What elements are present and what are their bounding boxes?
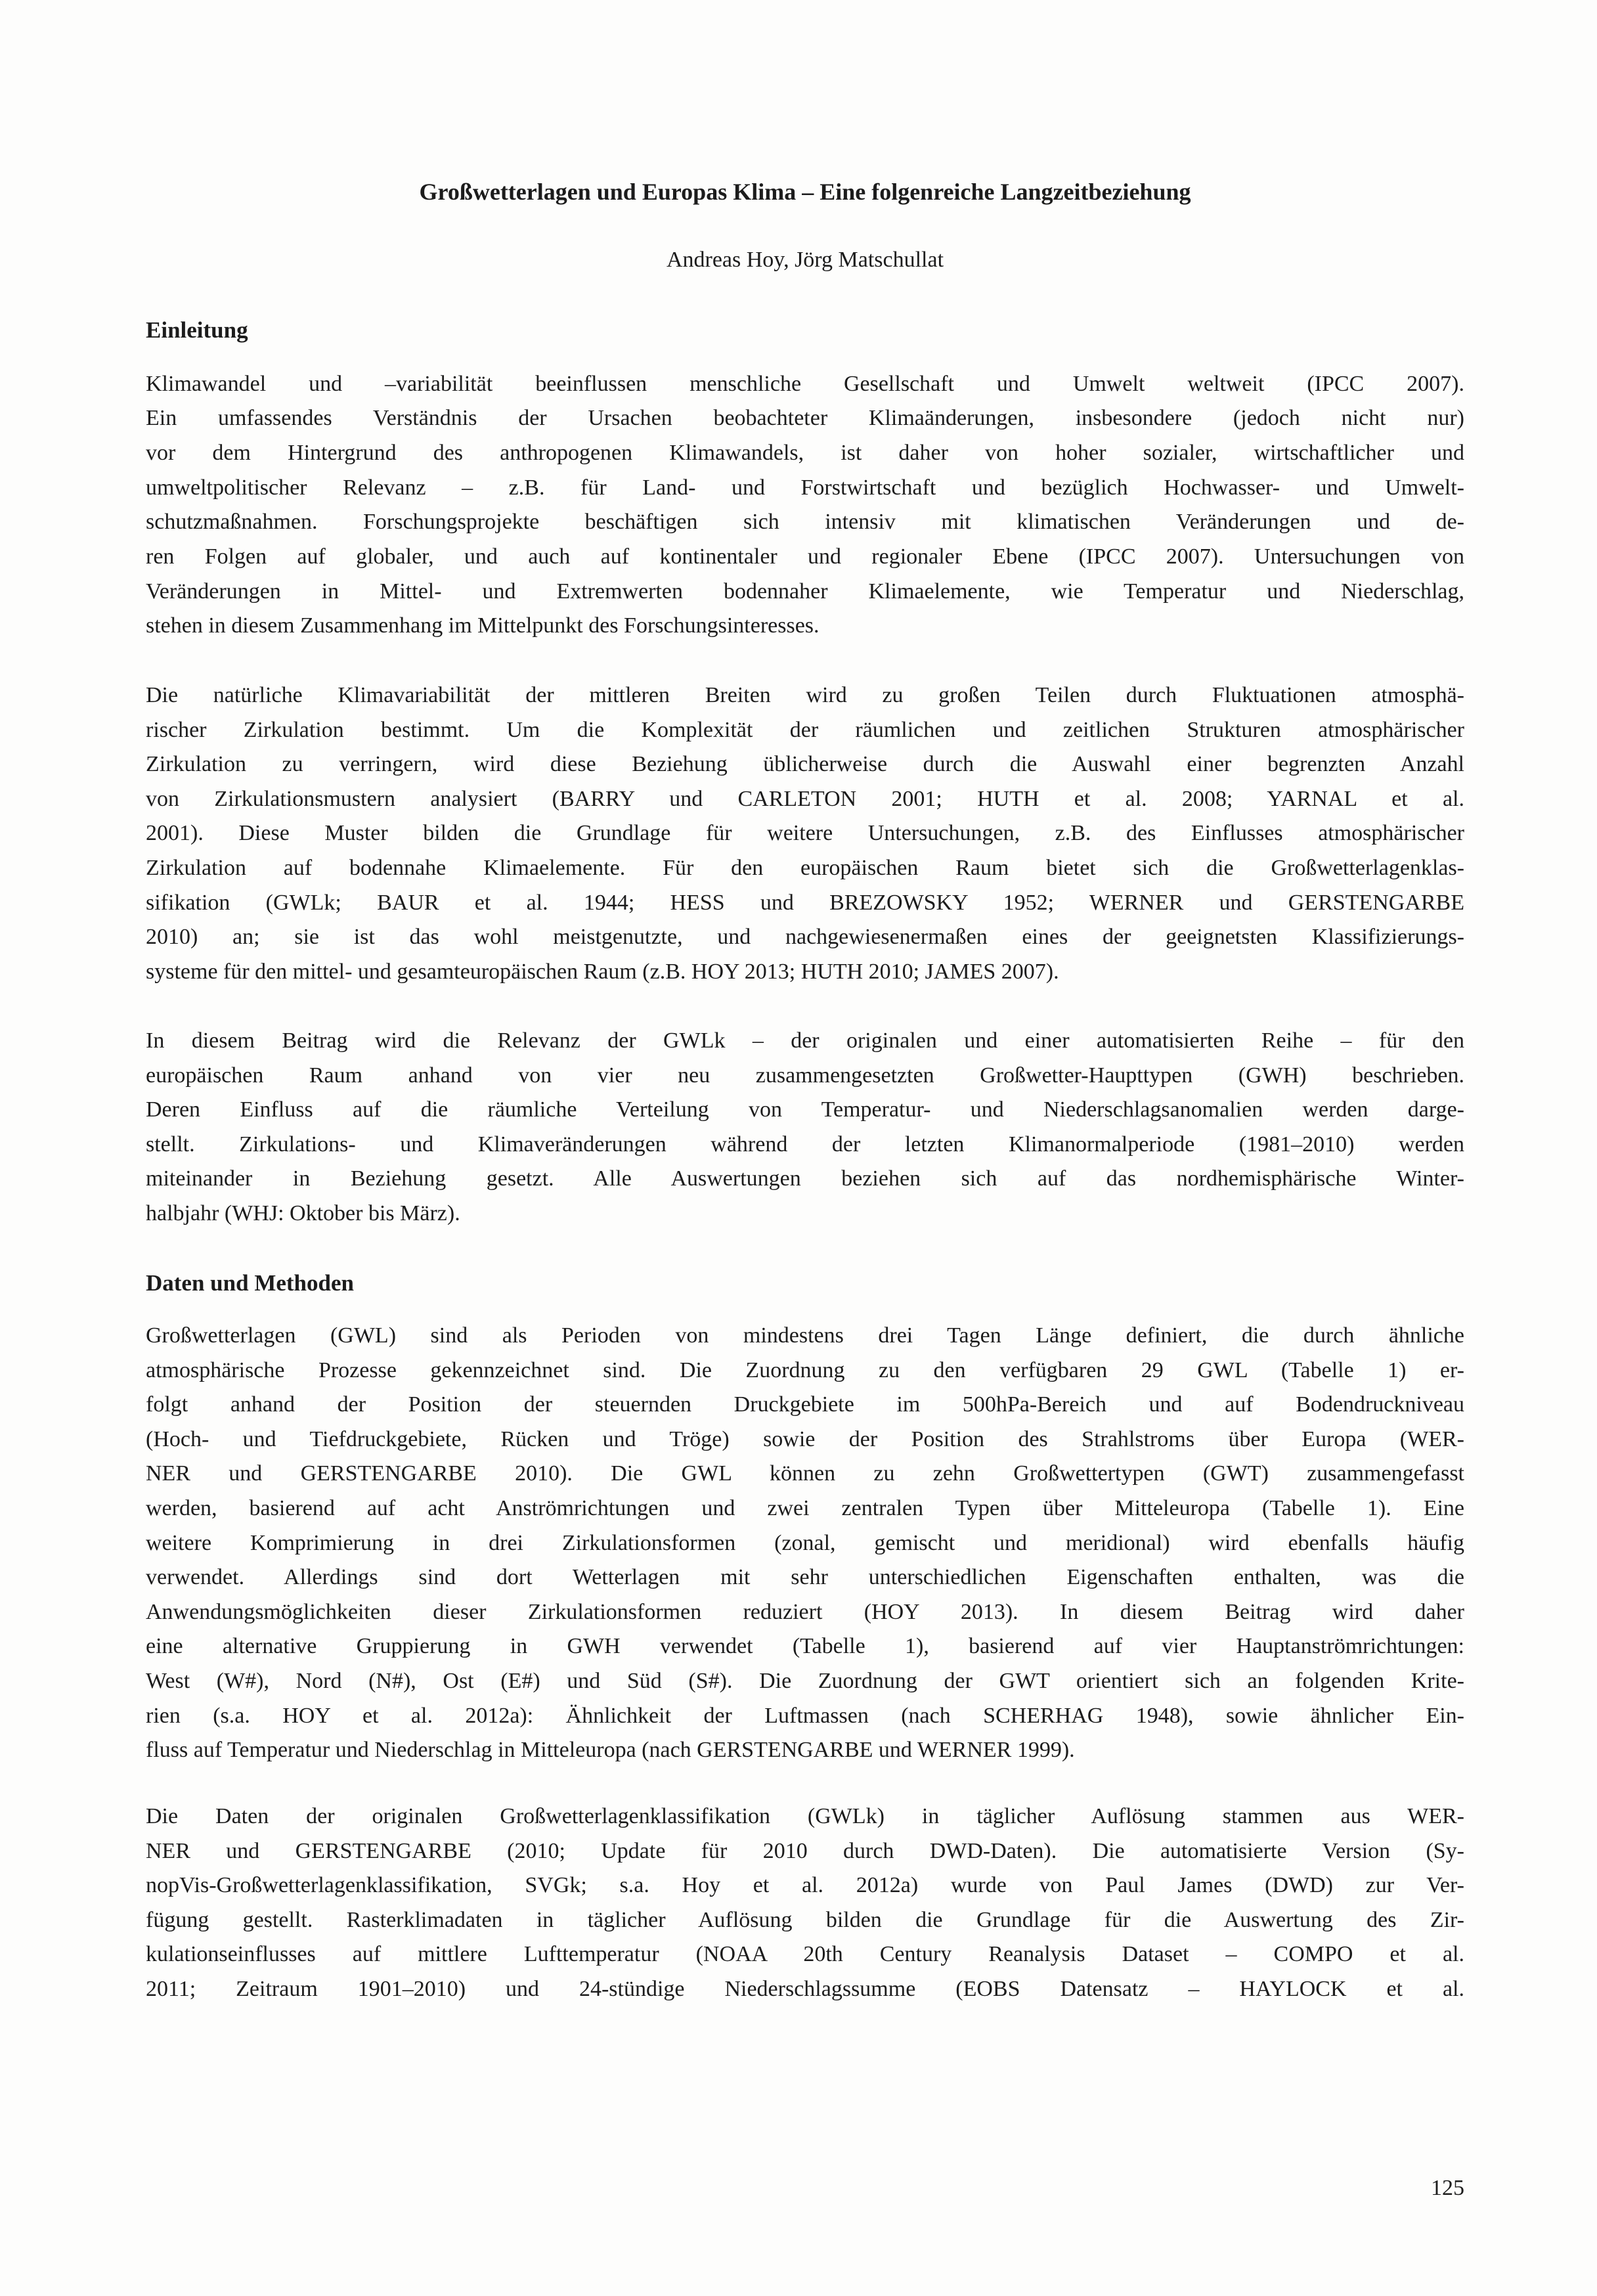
author-line: Andreas Hoy, Jörg Matschullat [666,248,944,272]
text-line: von Zirkulationsmustern analysiert (BARRY und CARLETON 2001; HUTH et al. 2008; YARNAL et al. [146,787,1464,811]
text-line: In diesem Beitrag wird die Relevanz der GWLk – der originalen und einer automatisierten Reihe – für den [146,1028,1464,1053]
text-line: Die Daten der originalen Großwetterlagenklassifikation (GWLk) in täglicher Auflösung stammen aus WER- [146,1804,1464,1828]
text-line: kulationseinflusses auf mittlere Lufttemperatur (NOAA 20th Century Reanalysis Dataset – COMPO et al. [146,1942,1464,1966]
text-line: Anwendungsmöglichkeiten dieser Zirkulationsformen reduziert (HOY 2013). In diesem Beitrag wird daher [146,1600,1464,1624]
text-line: fluss auf Temperatur und Niederschlag in Mitteleuropa (nach GERSTENGARBE und WERNER 1999). [146,1738,1075,1762]
text-line: stellt. Zirkulations- und Klimaveränderungen während der letzten Klimanormalperiode (1981–2010) werden [146,1132,1464,1157]
page-number: 125 [1431,2176,1464,2200]
text-line: eine alternative Gruppierung in GWH verwendet (Tabelle 1), basierend auf vier Hauptanströmrichtungen: [146,1634,1464,1658]
text-line: europäischen Raum anhand von vier neu zusammengesetzten Großwetter-Haupttypen (GWH) beschrieben. [146,1063,1464,1088]
text-line: nopVis-Großwetterlagenklassifikation, SVGk; s.a. Hoy et al. 2012a) wurde von Paul James (DWD) zur Ver- [146,1873,1464,1897]
text-line: umweltpolitischer Relevanz – z.B. für Land- und Forstwirtschaft und bezüglich Hochwasser- und Umwelt- [146,475,1464,500]
text-line: verwendet. Allerdings sind dort Wetterlagen mit sehr unterschiedlichen Eigenschaften enthalten, was die [146,1565,1464,1589]
section-heading-daten-und-methoden: Daten und Methoden [146,1270,354,1296]
text-line: atmosphärische Prozesse gekennzeichnet sind. Die Zuordnung zu den verfügbaren 29 GWL (Tabelle 1) er- [146,1358,1464,1382]
text-line: Zirkulation zu verringern, wird diese Beziehung üblicherweise durch die Auswahl einer begrenzten Anzahl [146,752,1464,776]
text-line: (Hoch- und Tiefdruckgebiete, Rücken und Tröge) sowie der Position des Strahlstroms über Europa (WER- [146,1427,1464,1451]
text-line: Die natürliche Klimavariabilität der mittleren Breiten wird zu großen Teilen durch Fluktuationen atmosphä- [146,683,1464,707]
text-line: ren Folgen auf globaler, und auch auf kontinentaler und regionaler Ebene (IPCC 2007). Untersuchungen von [146,544,1464,569]
text-line: Deren Einfluss auf die räumliche Verteilung von Temperatur- und Niederschlagsanomalien werden darge- [146,1097,1464,1122]
text-line: NER und GERSTENGARBE 2010). Die GWL können zu zehn Großwettertypen (GWT) zusammengefasst [146,1461,1464,1486]
text-line: schutzmaßnahmen. Forschungsprojekte beschäftigen sich intensiv mit klimatischen Veränderungen und de- [146,510,1464,534]
section-heading-einleitung: Einleitung [146,317,248,343]
text-line: West (W#), Nord (N#), Ost (E#) und Süd (S#). Die Zuordnung der GWT orientiert sich an folgenden Krite- [146,1669,1464,1693]
text-line: werden, basierend auf acht Anströmrichtungen und zwei zentralen Typen über Mitteleuropa (Tabelle 1). Eine [146,1496,1464,1520]
text-line: 2010) an; sie ist das wohl meistgenutzte, und nachgewiesenermaßen eines der geeignetsten Klassifizierungs- [146,925,1464,949]
text-line: stehen in diesem Zusammenhang im Mittelpunkt des Forschungsinteresses. [146,613,820,638]
text-line: 2011; Zeitraum 1901–2010) und 24-stündige Niederschlagssumme (EOBS Datensatz – HAYLOCK et al. [146,1977,1464,2001]
text-line: Großwetterlagen (GWL) sind als Perioden von mindestens drei Tagen Länge definiert, die durch ähnliche [146,1323,1464,1348]
text-line: Zirkulation auf bodennahe Klimaelemente. Für den europäischen Raum bietet sich die Großwetterlagenklas- [146,856,1464,880]
text-line: systeme für den mittel- und gesamteuropäischen Raum (z.B. HOY 2013; HUTH 2010; JAMES 2007). [146,960,1059,984]
text-line: Veränderungen in Mittel- und Extremwerten bodennaher Klimaelemente, wie Temperatur und Niederschlag, [146,579,1464,604]
text-line: folgt anhand der Position der steuernden Druckgebiete im 500hPa-Bereich und auf Bodendruckniveau [146,1392,1464,1417]
text-line: Klimawandel und –variabilität beeinflussen menschliche Gesellschaft und Umwelt weltweit (IPCC 2007). [146,372,1464,396]
text-line: Ein umfassendes Verständnis der Ursachen beobachteter Klimaänderungen, insbesondere (jedoch nicht nur) [146,406,1464,430]
paper-title: Großwetterlagen und Europas Klima – Eine folgenreiche Langzeitbeziehung [419,179,1191,205]
text-line: miteinander in Beziehung gesetzt. Alle Auswertungen beziehen sich auf das nordhemisphärische Winter- [146,1166,1464,1191]
text-line: halbjahr (WHJ: Oktober bis März). [146,1201,460,1225]
text-line: fügung gestellt. Rasterklimadaten in täglicher Auflösung bilden die Grundlage für die Auswertung des Zir- [146,1908,1464,1932]
text-line: NER und GERSTENGARBE (2010; Update für 2010 durch DWD-Daten). Die automatisierte Version (Sy- [146,1839,1464,1863]
text-line: 2001). Diese Muster bilden die Grundlage für weitere Untersuchungen, z.B. des Einflusses atmosphärischer [146,821,1464,845]
text-line: sifikation (GWLk; BAUR et al. 1944; HESS und BREZOWSKY 1952; WERNER und GERSTENGARBE [146,891,1464,915]
text-line: vor dem Hintergrund des anthropogenen Klimawandels, ist daher von hoher sozialer, wirtschaftlicher und [146,441,1464,465]
text-line: weitere Komprimierung in drei Zirkulationsformen (zonal, gemischt und meridional) wird ebenfalls häufig [146,1531,1464,1555]
text-line: rischer Zirkulation bestimmt. Um die Komplexität der räumlichen und zeitlichen Strukturen atmosphärischer [146,718,1464,742]
text-line: rien (s.a. HOY et al. 2012a): Ähnlichkeit der Luftmassen (nach SCHERHAG 1948), sowie ähnlicher Ein- [146,1704,1464,1728]
